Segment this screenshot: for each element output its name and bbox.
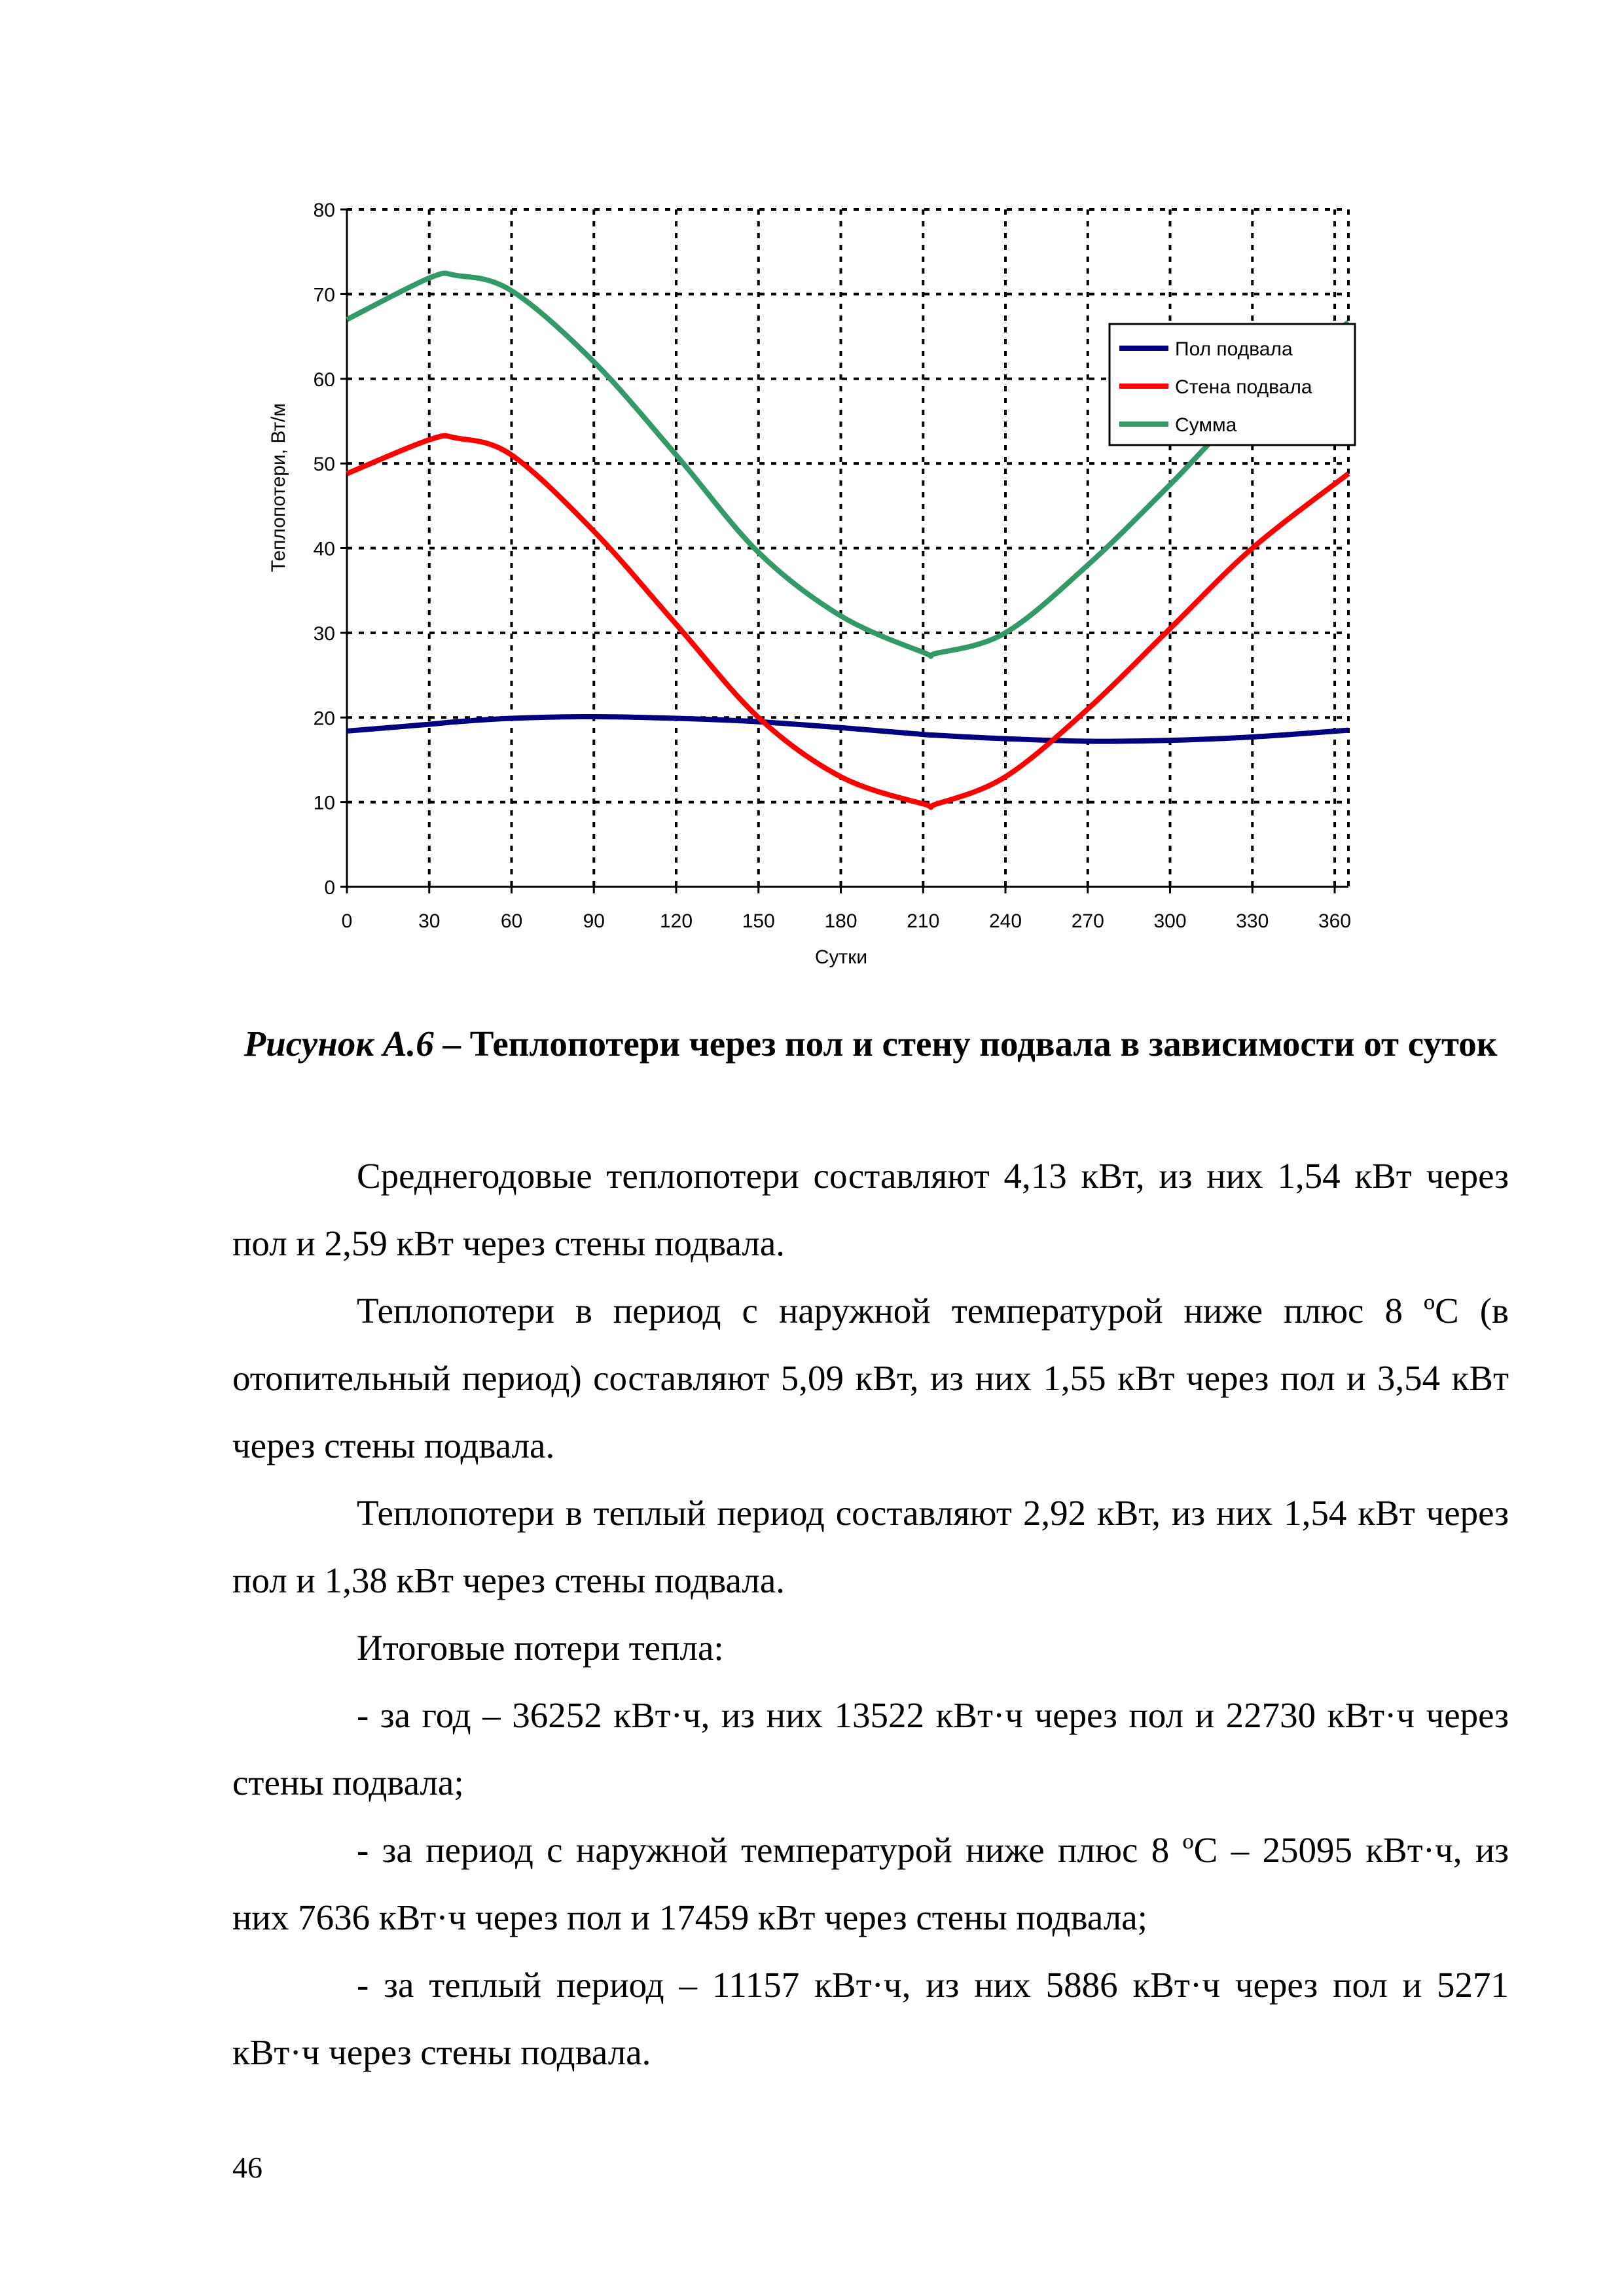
- x-axis-ticks: [342, 887, 1351, 932]
- x-axis-label: Сутки: [814, 946, 868, 968]
- paragraph: Итоговые потери тепла:: [357, 1628, 724, 1668]
- chart-legend: [1110, 324, 1355, 445]
- x-tick-label: 30: [418, 910, 441, 932]
- y-tick-label: 30: [313, 622, 335, 645]
- figure-title: – Теплопотери через пол и стену подвала в зависимости от суток: [433, 1024, 1498, 1064]
- paragraph: - за теплый период – 11157 кВт·ч, из них 5886 кВт·ч через пол и 5271 кВт·ч через стены подвала.: [232, 1965, 1509, 2072]
- series-floor-line: [347, 717, 1348, 742]
- x-tick-label: 180: [824, 910, 857, 932]
- chart-grid: [347, 209, 1348, 887]
- paragraph: - за период с наружной температурой ниже плюс 8 ºС – 25095 кВт·ч, из них 7636 кВт·ч через пол и 17459 кВт через стены подвала;: [232, 1830, 1509, 1937]
- x-tick-label: 60: [500, 910, 523, 932]
- y-tick-label: 50: [313, 454, 335, 476]
- y-tick-label: 60: [313, 368, 335, 391]
- y-tick-label: 70: [313, 284, 335, 306]
- x-tick-label: 90: [583, 910, 605, 932]
- x-tick-label: 120: [659, 910, 693, 932]
- paragraph: - за год – 36252 кВт·ч, из них 13522 кВт·ч через пол и 22730 кВт·ч через стены подвала;: [232, 1695, 1509, 1803]
- paragraph: Теплопотери в период с наружной температурой ниже плюс 8 ºС (в отопительный период) составляют 5,09 кВт, из них 1,55 кВт через пол и 3,54 кВт через стены подвала.: [232, 1291, 1509, 1465]
- x-tick-label: 150: [742, 910, 775, 932]
- heat-loss-chart: [249, 190, 1375, 988]
- x-tick-label: 360: [1318, 910, 1352, 932]
- legend-label: Сумма: [1175, 414, 1237, 436]
- y-tick-label: 80: [313, 200, 335, 221]
- y-tick-label: 10: [313, 792, 335, 814]
- x-tick-label: 210: [907, 910, 940, 932]
- figure-caption: [232, 1008, 1509, 1080]
- y-tick-label: 0: [324, 877, 335, 899]
- page-number: 46: [232, 2151, 262, 2184]
- y-tick-label: 20: [313, 708, 335, 730]
- paragraph: Среднегодовые теплопотери составляют 4,13 кВт, из них 1,54 кВт через пол и 2,59 кВт через стены подвала.: [232, 1156, 1509, 1263]
- paragraph: Теплопотери в теплый период составляют 2,92 кВт, из них 1,54 кВт через пол и 1,38 кВт через стены подвала.: [232, 1493, 1509, 1600]
- y-tick-label: 40: [313, 538, 335, 560]
- x-tick-label: 270: [1071, 910, 1104, 932]
- x-tick-label: 300: [1153, 910, 1187, 932]
- body-text: [232, 1142, 1509, 2086]
- legend-label: Стена подвала: [1175, 376, 1312, 398]
- y-axis-label: Теплопотери, Вт/м: [268, 403, 289, 573]
- x-tick-label: 0: [341, 910, 353, 932]
- figure-label: Рисунок А.6: [244, 1024, 434, 1064]
- y-axis-ticks: [314, 200, 347, 899]
- legend-label: Пол подвала: [1175, 338, 1293, 360]
- x-tick-label: 330: [1236, 910, 1269, 932]
- x-tick-label: 240: [988, 910, 1022, 932]
